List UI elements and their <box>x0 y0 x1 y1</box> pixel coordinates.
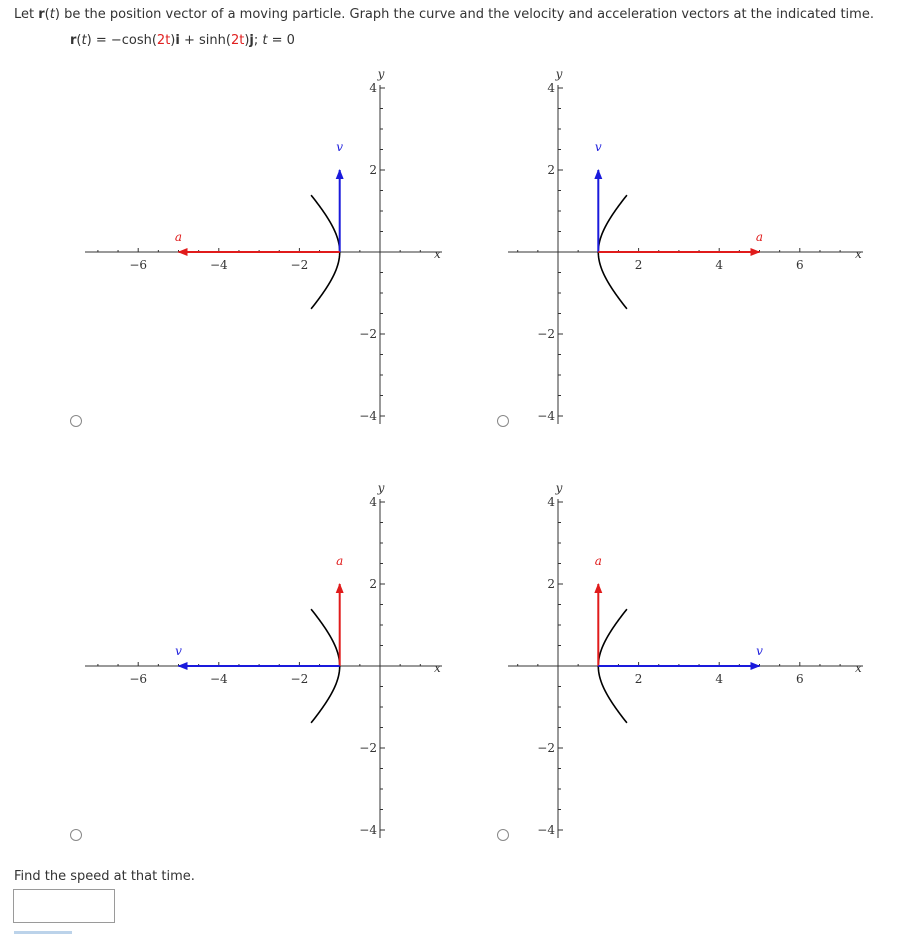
y-axis-label: y <box>377 67 385 81</box>
y-tick-label: −4 <box>537 409 555 423</box>
y-axis-label: y <box>555 67 563 81</box>
acceleration-label: a <box>336 554 344 568</box>
x-tick-label: 4 <box>715 258 724 272</box>
y-tick-label: 4 <box>369 81 377 95</box>
y-tick-label: 4 <box>547 81 555 95</box>
x-axis-label: x <box>434 247 441 261</box>
option-a-radio[interactable] <box>70 415 82 427</box>
x-axis-label: x <box>855 661 862 675</box>
y-axis-label: y <box>377 481 385 495</box>
graph-option-a <box>85 60 445 430</box>
y-tick-label: −4 <box>359 409 377 423</box>
y-tick-label: 2 <box>547 163 555 177</box>
graph-option-d <box>508 474 868 844</box>
y-tick-label: 2 <box>369 577 377 591</box>
r-bold: r <box>38 7 45 22</box>
graph-option-c <box>85 474 445 844</box>
position-formula: r(t) = −cosh(2t)i + sinh(2t)j; t = 0 <box>70 33 295 48</box>
y-tick-label: 4 <box>369 495 377 509</box>
y-axis-label: y <box>555 481 563 495</box>
x-axis-label: x <box>434 661 441 675</box>
x-tick-label: −4 <box>209 672 228 686</box>
acceleration-label: a <box>755 230 764 244</box>
y-tick-label: −2 <box>537 741 555 755</box>
x-tick-label: −4 <box>209 258 228 272</box>
x-tick-label: −6 <box>129 672 148 686</box>
y-tick-label: −2 <box>359 741 377 755</box>
x-tick-label: 2 <box>634 258 643 272</box>
option-c-radio[interactable] <box>70 829 82 841</box>
acceleration-label: a <box>594 554 602 568</box>
x-tick-label: 2 <box>634 672 643 686</box>
x-tick-label: −2 <box>290 258 309 272</box>
y-tick-label: −2 <box>537 327 555 341</box>
speed-prompt: Find the speed at that time. <box>14 869 195 884</box>
velocity-label: v <box>175 644 182 658</box>
y-tick-label: −2 <box>359 327 377 341</box>
x-tick-label: 6 <box>795 672 804 686</box>
x-axis-label: x <box>855 247 862 261</box>
acceleration-label: a <box>174 230 183 244</box>
y-tick-label: −4 <box>359 823 377 837</box>
x-tick-label: 6 <box>795 258 804 272</box>
x-tick-label: −6 <box>129 258 148 272</box>
x-tick-label: 4 <box>715 672 724 686</box>
velocity-label: v <box>756 644 763 658</box>
y-tick-label: 2 <box>369 163 377 177</box>
velocity-label: v <box>594 140 602 154</box>
question-prompt: Let r(t) be the position vector of a moving particle. Graph the curve and the velocity and acceleration vectors at the indicated time. <box>14 7 874 22</box>
speed-input[interactable] <box>13 889 115 923</box>
graph-option-b <box>508 60 868 430</box>
velocity-label: v <box>336 140 344 154</box>
x-tick-label: −2 <box>290 672 309 686</box>
y-tick-label: 2 <box>547 577 555 591</box>
y-tick-label: 4 <box>547 495 555 509</box>
y-tick-label: −4 <box>537 823 555 837</box>
